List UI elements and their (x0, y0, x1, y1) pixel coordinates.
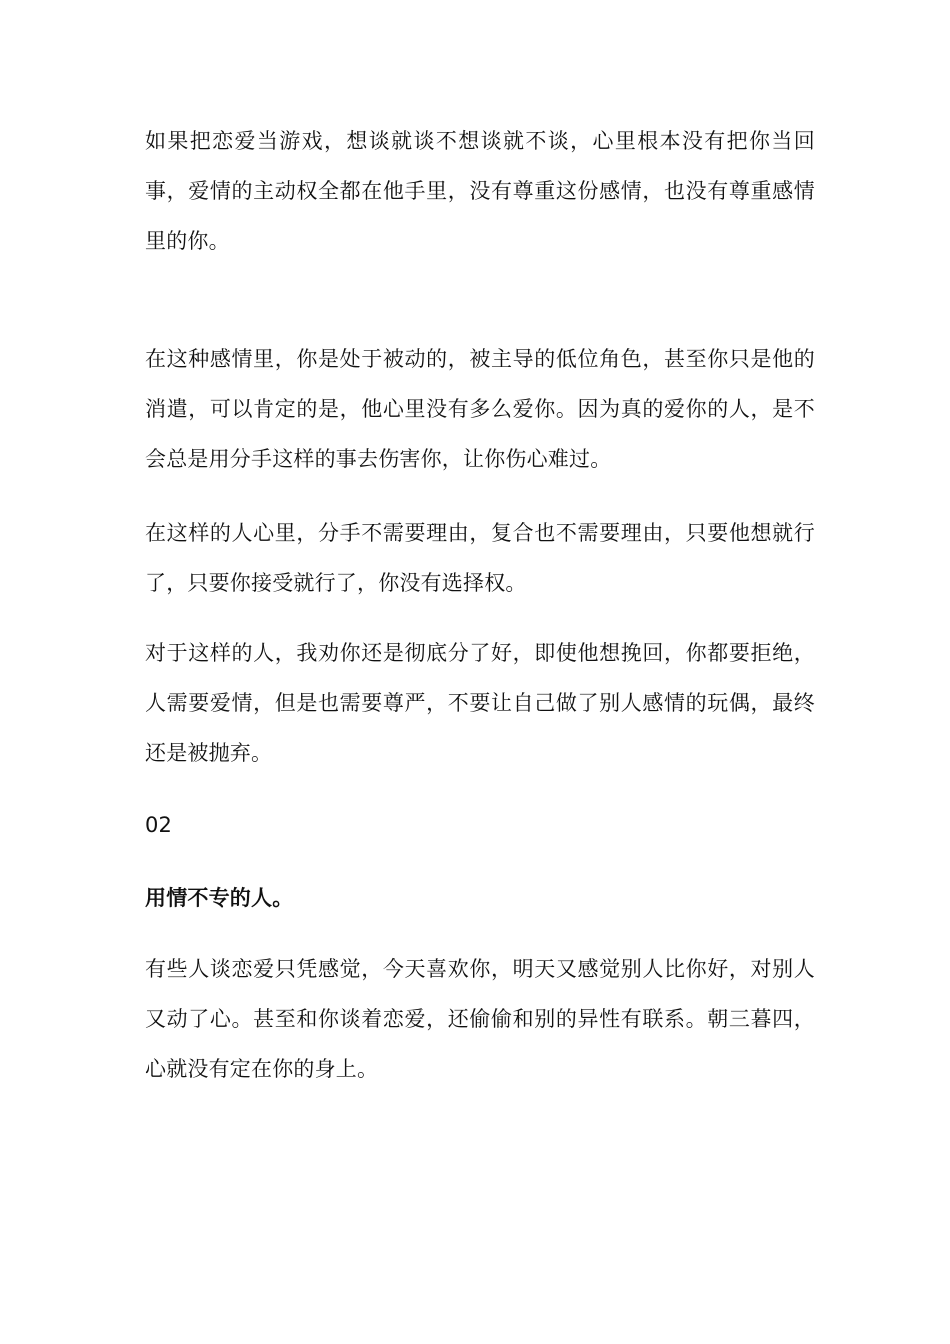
paragraph-4: 对于这样的人，我劝你还是彻底分了好，即使他想挽回，你都要拒绝，人需要爱情，但是也需要尊严，不要让自己做了别人感情的玩偶，最终还是被抛弃。 (145, 641, 815, 765)
section-paragraph: 有些人谈恋爱只凭感觉，今天喜欢你，明天又感觉别人比你好，对别人又动了心。甚至和你谈着恋爱，还偷偷和别的异性有联系。朝三暮四，心就没有定在你的身上。 (145, 957, 815, 1081)
paragraph-1: 如果把恋爱当游戏，想谈就谈不想谈就不谈，心里根本没有把你当回事，爱情的主动权全都在他手里，没有尊重这份感情，也没有尊重感情里的你。 (145, 129, 815, 253)
paragraph-3: 在这样的人心里，分手不需要理由，复合也不需要理由，只要他想就行了，只要你接受就行了，你没有选择权。 (145, 521, 815, 595)
paragraph-2: 在这种感情里，你是处于被动的，被主导的低位角色，甚至你只是他的消遣，可以肯定的是，他心里没有多么爱你。因为真的爱你的人，是不会总是用分手这样的事去伤害你，让你伤心难过。 (145, 347, 815, 471)
section-heading: 用情不专的人。 (145, 886, 294, 910)
section-number: 02 (145, 813, 173, 837)
